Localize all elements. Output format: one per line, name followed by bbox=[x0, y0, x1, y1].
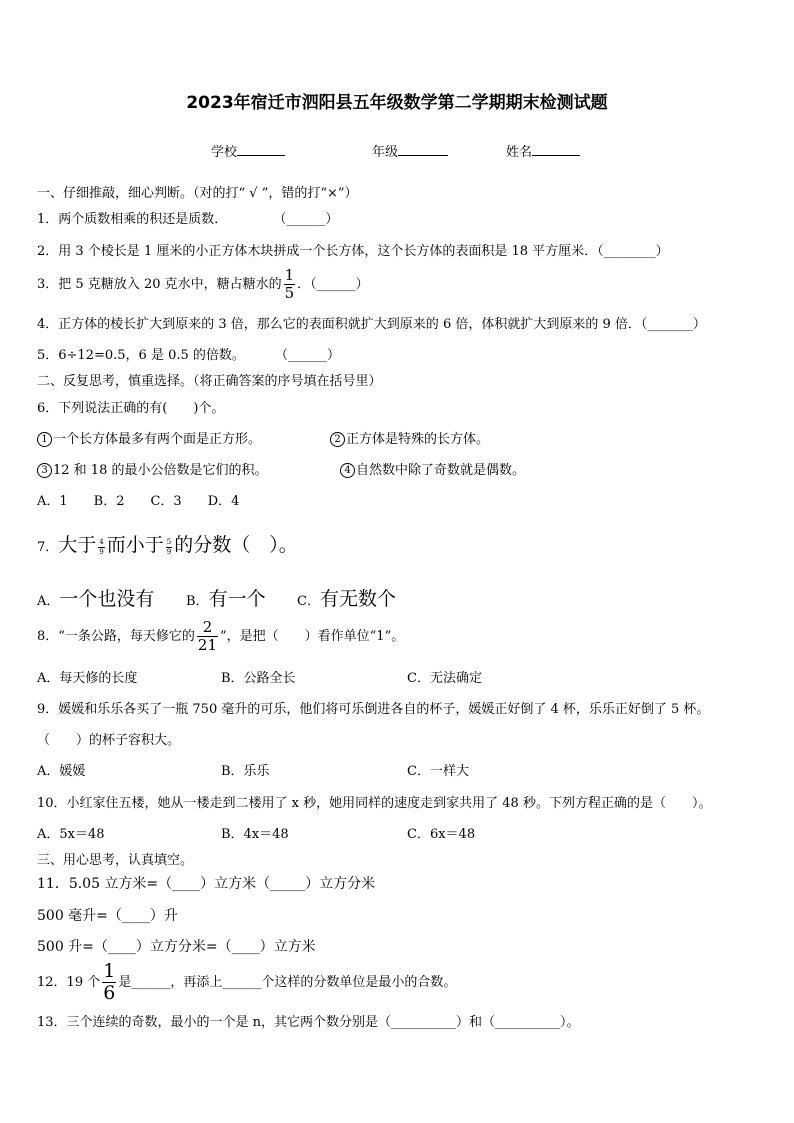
section-1-heading: 一、仔细推敲，细心判断。（对的打“ √ ”，错的打“×”） bbox=[37, 186, 358, 201]
question-6-option-1 bbox=[37, 428, 261, 447]
question-7 bbox=[37, 530, 298, 557]
fraction-4-9 bbox=[98, 539, 104, 556]
fraction-denominator: 21 bbox=[197, 636, 218, 654]
grade-field bbox=[372, 141, 448, 160]
name-label: 姓名 bbox=[506, 145, 533, 160]
question-8-pre: 8．“一条公路，每天修它的 bbox=[37, 629, 195, 644]
question-12 bbox=[37, 962, 456, 1003]
question-12-pre: 12．19 个 bbox=[37, 975, 101, 990]
page-title: 2023年宿迁市泗阳县五年级数学第二学期期末检测试题 bbox=[186, 93, 608, 113]
fraction-denominator: 5 bbox=[284, 284, 295, 302]
question-10-choice-b: B．4x＝48 bbox=[221, 827, 289, 842]
question-5 bbox=[37, 344, 340, 363]
name-blank[interactable] bbox=[532, 155, 580, 156]
choice-label: C． bbox=[297, 594, 320, 609]
circled-number-3: 3 bbox=[37, 463, 52, 478]
question-7-t3: 的分数（ ）。 bbox=[174, 534, 298, 556]
question-12-post: 是______，再添上______个这样的分数单位是最小的合数。 bbox=[118, 975, 457, 990]
fraction-denominator: 6 bbox=[103, 982, 116, 1004]
question-10-choice-c: C．6x＝48 bbox=[407, 827, 476, 842]
question-6-option-3 bbox=[37, 459, 267, 478]
fraction-1-5 bbox=[284, 268, 296, 301]
fraction-2-21 bbox=[197, 620, 218, 653]
fraction-numerator: 1 bbox=[284, 266, 295, 284]
circled-number-2: 2 bbox=[330, 432, 345, 447]
section-3-heading: 三、用心思考，认真填空。 bbox=[37, 853, 194, 868]
option-3-text: 12 和 18 的最小公倍数是它们的积。 bbox=[53, 463, 268, 478]
question-1 bbox=[37, 208, 338, 227]
question-10-choice-a: A．5x＝48 bbox=[37, 827, 105, 842]
fraction-denominator: 9 bbox=[166, 548, 172, 556]
question-7-choice-c bbox=[297, 584, 396, 611]
question-9-choice-a: A．媛媛 bbox=[37, 764, 86, 779]
option-4-text: 自然数中除了奇数就是偶数。 bbox=[356, 463, 526, 478]
question-6-choices: A．1 B．2 C．3 D．4 bbox=[37, 494, 240, 509]
choice-text: 有一个 bbox=[208, 588, 266, 610]
school-blank[interactable] bbox=[237, 155, 285, 156]
fraction-numerator: 2 bbox=[202, 618, 213, 636]
choice-text: 有无数个 bbox=[319, 588, 396, 610]
question-1-answer[interactable]: （______） bbox=[273, 212, 339, 227]
question-3 bbox=[37, 268, 369, 301]
school-field bbox=[211, 141, 285, 160]
fraction-5-9 bbox=[166, 539, 172, 556]
question-8-post: ”，是把（ ）看作单位“1”。 bbox=[220, 629, 405, 644]
fraction-numerator: 5 bbox=[166, 538, 172, 546]
question-6-option-2 bbox=[330, 428, 489, 447]
question-8-choice-c: C．无法确定 bbox=[407, 671, 482, 686]
question-7-t1: 大于 bbox=[58, 534, 97, 556]
circled-number-4: 4 bbox=[340, 463, 355, 478]
question-6: 6．下列说法正确的有( )个。 bbox=[37, 401, 225, 416]
question-8-choice-a: A．每天修的长度 bbox=[37, 671, 138, 686]
choice-label: A． bbox=[37, 594, 60, 609]
question-7-t2: 而小于 bbox=[106, 534, 164, 556]
section-2-heading: 二、反复思考，慎重选择。（将正确答案的序号填在括号里） bbox=[37, 374, 382, 389]
question-7-choice-b bbox=[186, 584, 266, 611]
question-8-choice-b: B．公路全长 bbox=[221, 671, 296, 686]
question-3-post: ．（______） bbox=[297, 277, 369, 292]
question-11-line-3: 500 升=（____）立方分米=（____）立方米 bbox=[37, 939, 316, 955]
fraction-1-6 bbox=[102, 962, 116, 1003]
name-field bbox=[506, 141, 580, 160]
question-7-choice-a bbox=[37, 584, 154, 611]
grade-blank[interactable] bbox=[398, 155, 448, 156]
question-13: 13．三个连续的奇数，最小的一个是 n，其它两个数分别是（__________）和（__________）。 bbox=[37, 1015, 580, 1030]
school-label: 学校 bbox=[211, 145, 238, 160]
choice-label: B． bbox=[186, 594, 209, 609]
question-4: 4．正方体的棱长扩大到原来的 3 倍，那么它的表面积就扩大到原来的 6 倍，体积就扩大到原来的 9 倍．（_______） bbox=[37, 317, 706, 332]
question-8 bbox=[37, 620, 404, 653]
circled-number-1: 1 bbox=[37, 432, 52, 447]
question-3-pre: 3．把 5 克糖放入 20 克水中，糖占糖水的 bbox=[37, 277, 282, 292]
question-6-option-4 bbox=[340, 459, 525, 478]
option-2-text: 正方体是特殊的长方体。 bbox=[346, 432, 490, 447]
question-5-answer[interactable]: （______） bbox=[275, 348, 341, 363]
question-9-line-1: 9．媛媛和乐乐各买了一瓶 750 毫升的可乐，他们将可乐倒进各自的杯子，媛媛正好倒了 4 杯，乐乐正好倒了 5 杯。 bbox=[37, 702, 710, 717]
fraction-numerator: 1 bbox=[103, 960, 116, 982]
question-9-choice-b: B．乐乐 bbox=[221, 764, 270, 779]
question-7-number: 7． bbox=[37, 540, 59, 555]
grade-label: 年级 bbox=[372, 145, 399, 160]
question-2: 2．用 3 个棱长是 1 厘米的小正方体木块拼成一个长方体，这个长方体的表面积是 18 平方厘米．（________） bbox=[37, 244, 669, 259]
question-5-text: 5．6÷12=0.5，6 是 0.5 的倍数。 bbox=[37, 348, 245, 363]
question-11-line-2: 500 毫升=（____）升 bbox=[37, 908, 178, 924]
question-10: 10．小红家住五楼，她从一楼走到二楼用了 x 秒，她用同样的速度走到家共用了 48 秒。下列方程正确的是（ ）。 bbox=[37, 796, 712, 811]
question-1-text: 1．两个质数相乘的积还是质数． bbox=[37, 212, 228, 227]
choice-text: 一个也没有 bbox=[59, 588, 155, 610]
question-9-line-2: （ ）的杯子容积大。 bbox=[37, 733, 181, 748]
question-9-choice-c: C．一样大 bbox=[407, 764, 469, 779]
option-1-text: 一个长方体最多有两个面是正方形。 bbox=[53, 432, 262, 447]
question-11-line-1: 11．5.05 立方米=（____）立方米（_____）立方分米 bbox=[37, 876, 376, 892]
fraction-numerator: 4 bbox=[99, 538, 104, 546]
fraction-denominator: 9 bbox=[99, 548, 104, 556]
